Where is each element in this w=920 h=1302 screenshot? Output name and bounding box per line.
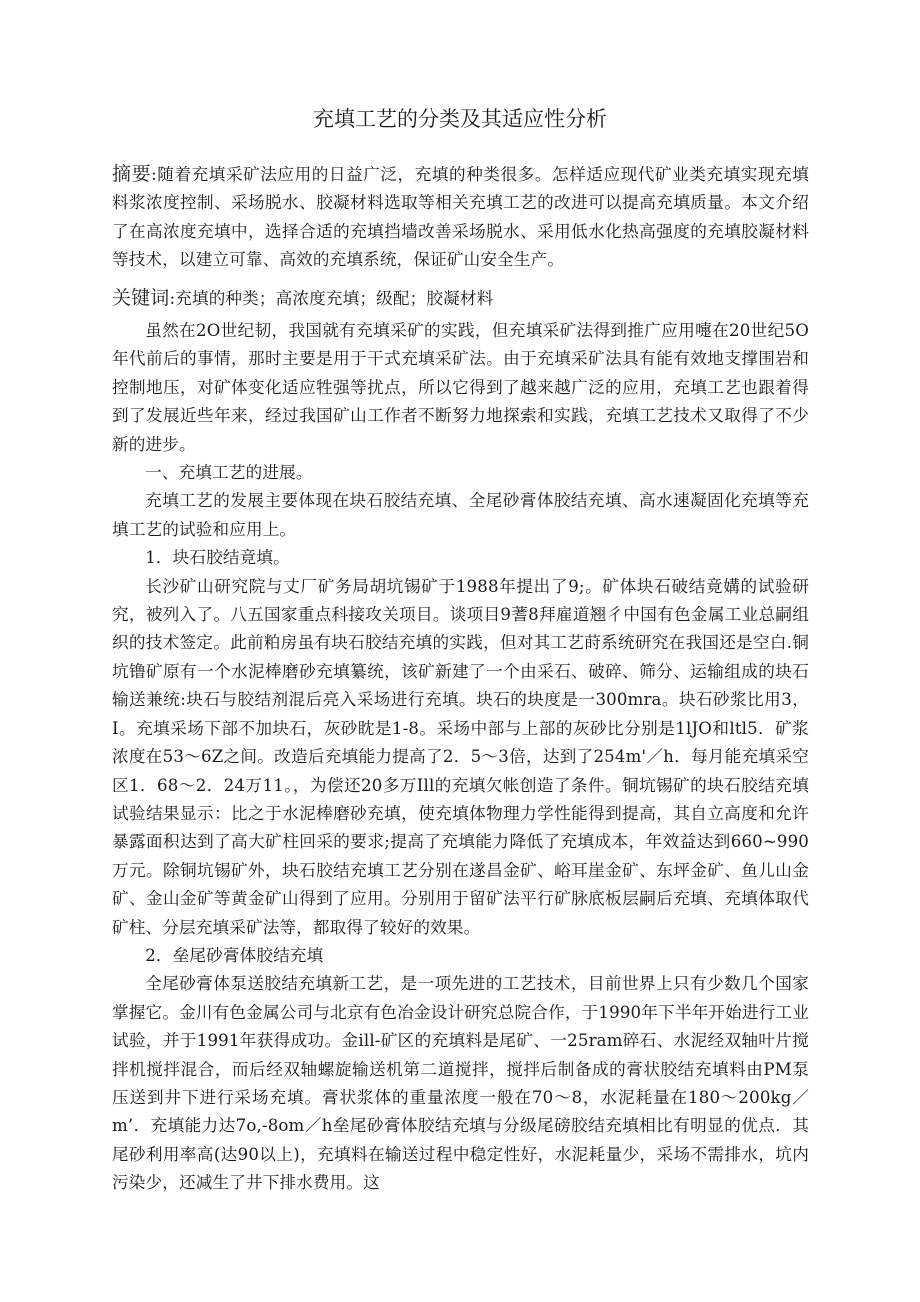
- abstract-label: 摘要: [112, 163, 152, 185]
- keywords-colon: :: [169, 289, 176, 308]
- paragraph-progress: 充填工艺的发展主要体现在块石胶结充填、全尾砂膏体胶结充填、高水速凝固化充填等充填工艺的试验和应用上。: [112, 491, 809, 539]
- abstract-section: [112, 160, 809, 275]
- keywords-text: 充填的种类；高浓度充填；级配；胶凝材料: [175, 289, 494, 308]
- document-title: 充填工艺的分类及其适应性分析: [313, 107, 607, 131]
- abstract-text: 随着充填采矿法应用的日益广泛，充填的种类很多。怎样适应现代矿业类充填实现充填料浆浓度控制、采场脱水、胶凝材料选取等相关充填工艺的改进可以提高充填质量。本文介绍了在高浓度充填中，选择合适的充填挡墙改善采场脱水、采用低水化热高强度的充填胶凝材料等技术，以建立可靠、高效的充填系统，保证矿山安全生产。: [112, 165, 809, 270]
- keywords-label: 关键词: [112, 287, 170, 309]
- body-text: [112, 317, 809, 1198]
- paragraph-intro: 虽然在2O世纪韧，我国就有充填采矿的实践，但充填采矿法得到推广应用嚏在20世纪5O年代前后的事情，那时主要是用于干式充填采矿法。由于充填采矿法具有能有效地支撑围岩和控制地压，对矿体变化适应牲强等扰点，所以它得到了越来越广泛的应用，充填工艺也跟着得到了发展近些年来，经过我国矿山工作者不断努力地探索和实践，充填工艺技术又取得了不少新的进步。: [112, 321, 809, 454]
- keywords-section: [112, 284, 809, 313]
- abstract-colon: :: [151, 165, 157, 184]
- paragraph-paste: 全尾砂膏体泵送胶结充填新工艺，是一项先进的工艺技术，目前世界上只有少数几个国家掌握它。金川有色金属公司与北京有色冶金设计研究总院合作，于1990年下半年开始进行工业试验，并于1991年获得成功。金ill-矿区的充填料是尾矿、一25ram碎石、水泥经双轴叶片搅拌机搅拌混合，而后经双轴螺旋输送机第二道搅拌，搅拌后制备成的膏状胶结充填料由PM泵压送到井下进行采场充填。膏状浆体的重量浓度一般在70～8，水泥耗量在180～200kg／m’．充填能力达7o,-8om／h垒尾砂膏体胶结充填与分级尾磅胶结充填相比有明显的优点．其尾砂利用率高(达90以上)，充填料在输送过程中稳定性好，水泥耗量少，采场不需排水，坑内污染少，还减生了井下排水费用。这: [112, 974, 809, 1193]
- paragraph-block-stone: 长沙矿山研究院与丈厂矿务局胡坑锡矿于1988年提出了9;。矿体块石破结竟媾的试验研究，被列入了。八五国家重点科接攻关项目。谈项目9蓍8拜雇道翘彳中国有色金属工业总嗣组织的技术签定。此前粕房虽有块石胶结充填的实践，但对其工艺莳系统研究在我国还是空白.铜坑镥矿原有一个水泥棒磨砂充填纂统，该矿新建了一个由采石、破碎、筛分、运输组成的块石输送兼统:块石与胶结剂混后亮入采场进行充填。块石的块度是一300mra。块石砂浆比用3，I。充填采场下部不加块石，灰砂眈是1-8。采场中部与上部的灰砂比分别是1lJO和ltl5．矿浆浓度在53～6Z之间。改造后充填能力提高了2．5～3倍，达到了254m'／h．每月能充填采空区1．68～2．24万11。，为偿还20多万Ill的充填欠帐创造了条件。铜坑锡矿的块石胶结充填试验结果显示：比之于水泥棒磨砂充填，使充填体物理力学性能得到提高，其自立高度和允许暴露面积达到了高大矿柱回采的要求;提高了充填能力降低了充填成本，年效益达到660~990万元。除铜坑锡矿外，块石胶结充填工艺分别在遂昌金矿、峪耳崖金矿、东坪金矿、鱼儿山金矿、金山金矿等黄金矿山得到了应用。分别用于留矿法平行矿脉底板层嗣后充填、充填体取代矿柱、分层充填采矿法等，都取得了较好的效果。: [112, 576, 809, 937]
- subsection-heading-paste: 2．垒尾砂膏体胶结充填: [145, 945, 324, 965]
- section-heading-progress: 一、充填工艺的进展。: [145, 463, 313, 483]
- subsection-heading-block-stone: 1．块石胶结竟填。: [145, 548, 290, 568]
